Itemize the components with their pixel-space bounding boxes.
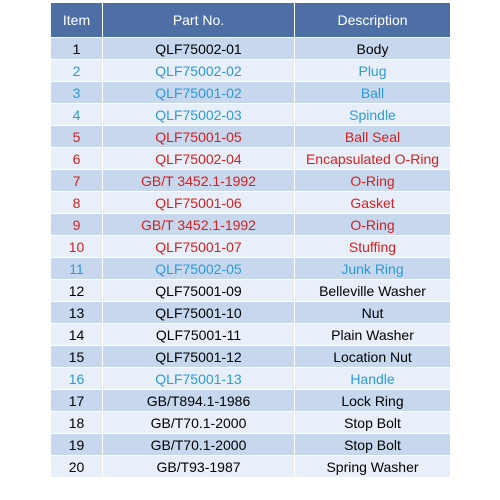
cell-part-no: GB/T70.1-2000 <box>103 434 295 456</box>
table-row <box>51 434 451 456</box>
cell-description: Stuffing <box>295 236 451 258</box>
cell-description: Nut <box>295 302 451 324</box>
cell-description: Junk Ring <box>295 258 451 280</box>
table-row <box>51 192 451 214</box>
cell-part-no: QLF75002-03 <box>103 104 295 126</box>
table-row <box>51 38 451 60</box>
cell-description: Spring Washer <box>295 456 451 478</box>
cell-description: Gasket <box>295 192 451 214</box>
cell-part-no: GB/T 3452.1-1992 <box>103 214 295 236</box>
cell-part-no: GB/T 3452.1-1992 <box>103 170 295 192</box>
cell-description: Spindle <box>295 104 451 126</box>
cell-description: Body <box>295 38 451 60</box>
cell-description: O-Ring <box>295 170 451 192</box>
cell-part-no: QLF75002-01 <box>103 38 295 60</box>
cell-part-no: GB/T70.1-2000 <box>103 412 295 434</box>
cell-part-no: QLF75001-07 <box>103 236 295 258</box>
cell-description: Plug <box>295 60 451 82</box>
cell-item: 14 <box>51 324 103 346</box>
table-row <box>51 302 451 324</box>
cell-description: Ball <box>295 82 451 104</box>
cell-item: 10 <box>51 236 103 258</box>
cell-part-no: GB/T93-1987 <box>103 456 295 478</box>
cell-part-no: QLF75001-06 <box>103 192 295 214</box>
cell-description: Stop Bolt <box>295 412 451 434</box>
table-row <box>51 126 451 148</box>
table-row <box>51 324 451 346</box>
cell-item: 19 <box>51 434 103 456</box>
cell-item: 1 <box>51 38 103 60</box>
cell-description: Plain Washer <box>295 324 451 346</box>
cell-item: 8 <box>51 192 103 214</box>
cell-description: Location Nut <box>295 346 451 368</box>
cell-description: Handle <box>295 368 451 390</box>
table-row <box>51 148 451 170</box>
cell-description: O-Ring <box>295 214 451 236</box>
table-row <box>51 170 451 192</box>
cell-item: 9 <box>51 214 103 236</box>
table-row <box>51 346 451 368</box>
table-row <box>51 236 451 258</box>
cell-item: 4 <box>51 104 103 126</box>
cell-item: 11 <box>51 258 103 280</box>
cell-part-no: QLF75001-11 <box>103 324 295 346</box>
cell-item: 2 <box>51 60 103 82</box>
cell-part-no: QLF75001-12 <box>103 346 295 368</box>
cell-part-no: QLF75002-02 <box>103 60 295 82</box>
table-row <box>51 390 451 412</box>
cell-item: 6 <box>51 148 103 170</box>
cell-description: Ball Seal <box>295 126 451 148</box>
cell-part-no: QLF75001-05 <box>103 126 295 148</box>
cell-description: Encapsulated O-Ring <box>295 148 451 170</box>
cell-part-no: QLF75002-04 <box>103 148 295 170</box>
table-row <box>51 258 451 280</box>
parts-table-container <box>50 2 450 478</box>
cell-item: 20 <box>51 456 103 478</box>
table-row <box>51 104 451 126</box>
table-row <box>51 60 451 82</box>
cell-item: 17 <box>51 390 103 412</box>
cell-part-no: QLF75001-10 <box>103 302 295 324</box>
cell-part-no: QLF75001-02 <box>103 82 295 104</box>
table-row <box>51 456 451 478</box>
cell-item: 15 <box>51 346 103 368</box>
cell-item: 12 <box>51 280 103 302</box>
cell-item: 3 <box>51 82 103 104</box>
cell-part-no: QLF75002-05 <box>103 258 295 280</box>
cell-description: Belleville Washer <box>295 280 451 302</box>
table-body <box>51 38 451 478</box>
table-row <box>51 280 451 302</box>
table-header-row <box>51 3 451 38</box>
header-part-no: Part No. <box>103 3 295 38</box>
header-description: Description <box>295 3 451 38</box>
cell-item: 18 <box>51 412 103 434</box>
header-item: Item <box>51 3 103 38</box>
cell-part-no: QLF75001-09 <box>103 280 295 302</box>
cell-item: 13 <box>51 302 103 324</box>
cell-part-no: QLF75001-13 <box>103 368 295 390</box>
table-row <box>51 214 451 236</box>
cell-item: 16 <box>51 368 103 390</box>
cell-description: Stop Bolt <box>295 434 451 456</box>
cell-description: Lock Ring <box>295 390 451 412</box>
cell-part-no: GB/T894.1-1986 <box>103 390 295 412</box>
table-row <box>51 82 451 104</box>
table-row <box>51 412 451 434</box>
cell-item: 7 <box>51 170 103 192</box>
parts-table <box>50 2 451 478</box>
table-row <box>51 368 451 390</box>
cell-item: 5 <box>51 126 103 148</box>
